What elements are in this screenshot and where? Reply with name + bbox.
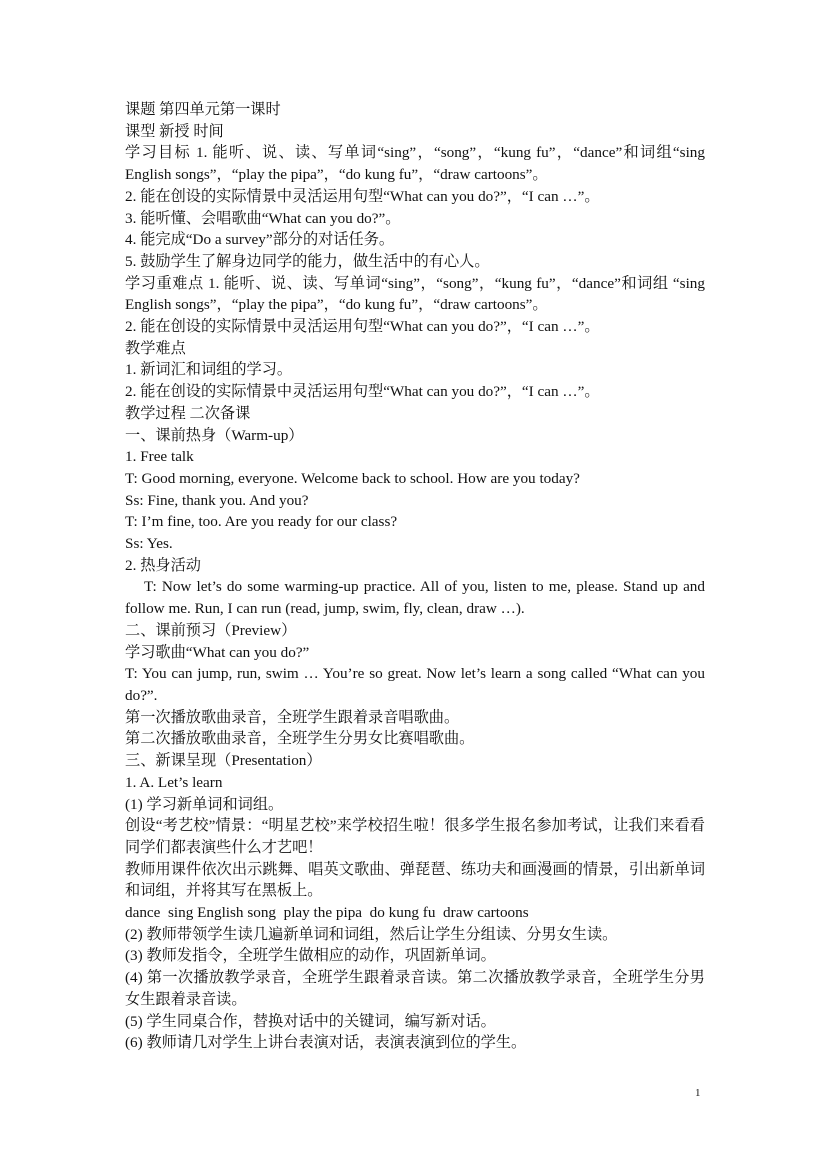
objective-4: 4. 能完成“Do a survey”部分的对话任务。 (125, 231, 395, 249)
key-points: 学习重难点 1. 能听、说、读、写单词“sing”，“song”，“kung fu”，“dance”和词组 “sing English songs”，“play the pipa”，“do kung fu”，“draw cartoons”。 (125, 274, 705, 314)
document-body (125, 99, 705, 1054)
objective-5: 5. 鼓励学生了解身边同学的能力，做生活中的有心人。 (125, 252, 490, 270)
song-intro: T: You can jump, run, swim … You’re so great. Now let’s learn a song called “What can you do?”. (125, 665, 705, 704)
lesson-title: 课题 第四单元第一课时 (125, 101, 281, 118)
song-step-2: 第二次播放歌曲录音，全班学生分男女比赛唱歌曲。 (125, 730, 475, 748)
step-2: (2) 教师带领学生读几遍新单词和词组，然后让学生分组读、分男女生读。 (125, 925, 618, 943)
difficulties-heading: 教学难点 (125, 339, 186, 357)
page-number: 1 (695, 1087, 701, 1099)
song-heading: 学习歌曲“What can you do?” (125, 643, 310, 661)
step-1: (1) 学习新单词和词组。 (125, 795, 284, 813)
warm-up-activity-heading: 2. 热身活动 (125, 556, 201, 574)
section-presentation: 三、新课呈现（Presentation） (125, 752, 322, 770)
step-6: (6) 教师请几对学生上讲台表演对话，表演表演到位的学生。 (125, 1034, 527, 1052)
step-3: (3) 教师发指令，全班学生做相应的动作，巩固新单词。 (125, 947, 496, 965)
difficulty-1: 1. 新词汇和词组的学习。 (125, 361, 293, 379)
courseware-text: 教师用课件依次出示跳舞、唱英文歌曲、弹琵琶、练功夫和画漫画的情景，引出新单词和词组，并将其写在黑板上。 (125, 860, 705, 900)
dialogue-line: T: I’m fine, too. Are you ready for our class? (125, 513, 398, 531)
step-5: (5) 学生同桌合作，替换对话中的关键词，编写新对话。 (125, 1012, 496, 1030)
dialogue-line: Ss: Fine, thank you. And you? (125, 491, 309, 509)
warm-up-activity-text: T: Now let’s do some warming-up practice. All of you, listen to me, please. Stand up and follow me. Run, I can run (read, jump, swim, fly, clean, draw …). (125, 578, 705, 618)
teaching-process-heading: 教学过程 二次备课 (125, 404, 251, 422)
section-warm-up: 一、课前热身（Warm-up） (125, 426, 304, 444)
objective-2: 2. 能在创设的实际情景中灵活运用句型“What can you do?”，“I can …”。 (125, 187, 600, 205)
section-preview: 二、课前预习（Preview） (125, 621, 297, 639)
objective-3: 3. 能听懂、会唱歌曲“What can you do?”。 (125, 209, 401, 227)
song-step-1: 第一次播放歌曲录音，全班学生跟着录音唱歌曲。 (125, 708, 460, 726)
scenario-text: 创设“考艺校”情景：“明星艺校”来学校招生啦！很多学生报名参加考试，让我们来看看同学们都表演些什么才艺吧！ (125, 817, 705, 856)
dialogue-line: Ss: Yes. (125, 535, 173, 553)
learning-objectives: 学习目标 1. 能听、说、读、写单词“sing”，“song”，“kung fu”，“dance”和词组“sing English songs”，“play the pipa”，“do kung fu”，“draw cartoons”。 (125, 144, 705, 184)
step-4: (4) 第一次播放教学录音，全班学生跟着录音读。第二次播放教学录音，全班学生分男女生跟着录音读。 (125, 969, 705, 1008)
free-talk-heading: 1. Free talk (125, 448, 194, 466)
key-point-2: 2. 能在创设的实际情景中灵活运用句型“What can you do?”，“I can …”。 (125, 318, 600, 336)
lets-learn-heading: 1. A. Let’s learn (125, 773, 223, 791)
vocabulary-list: dance sing English song play the pipa do kung fu draw cartoons (125, 904, 529, 922)
dialogue-line: T: Good morning, everyone. Welcome back to school. How are you today? (125, 469, 580, 487)
difficulty-2: 2. 能在创设的实际情景中灵活运用句型“What can you do?”，“I can …”。 (125, 383, 600, 401)
lesson-type: 课型 新授 时间 (125, 122, 224, 140)
